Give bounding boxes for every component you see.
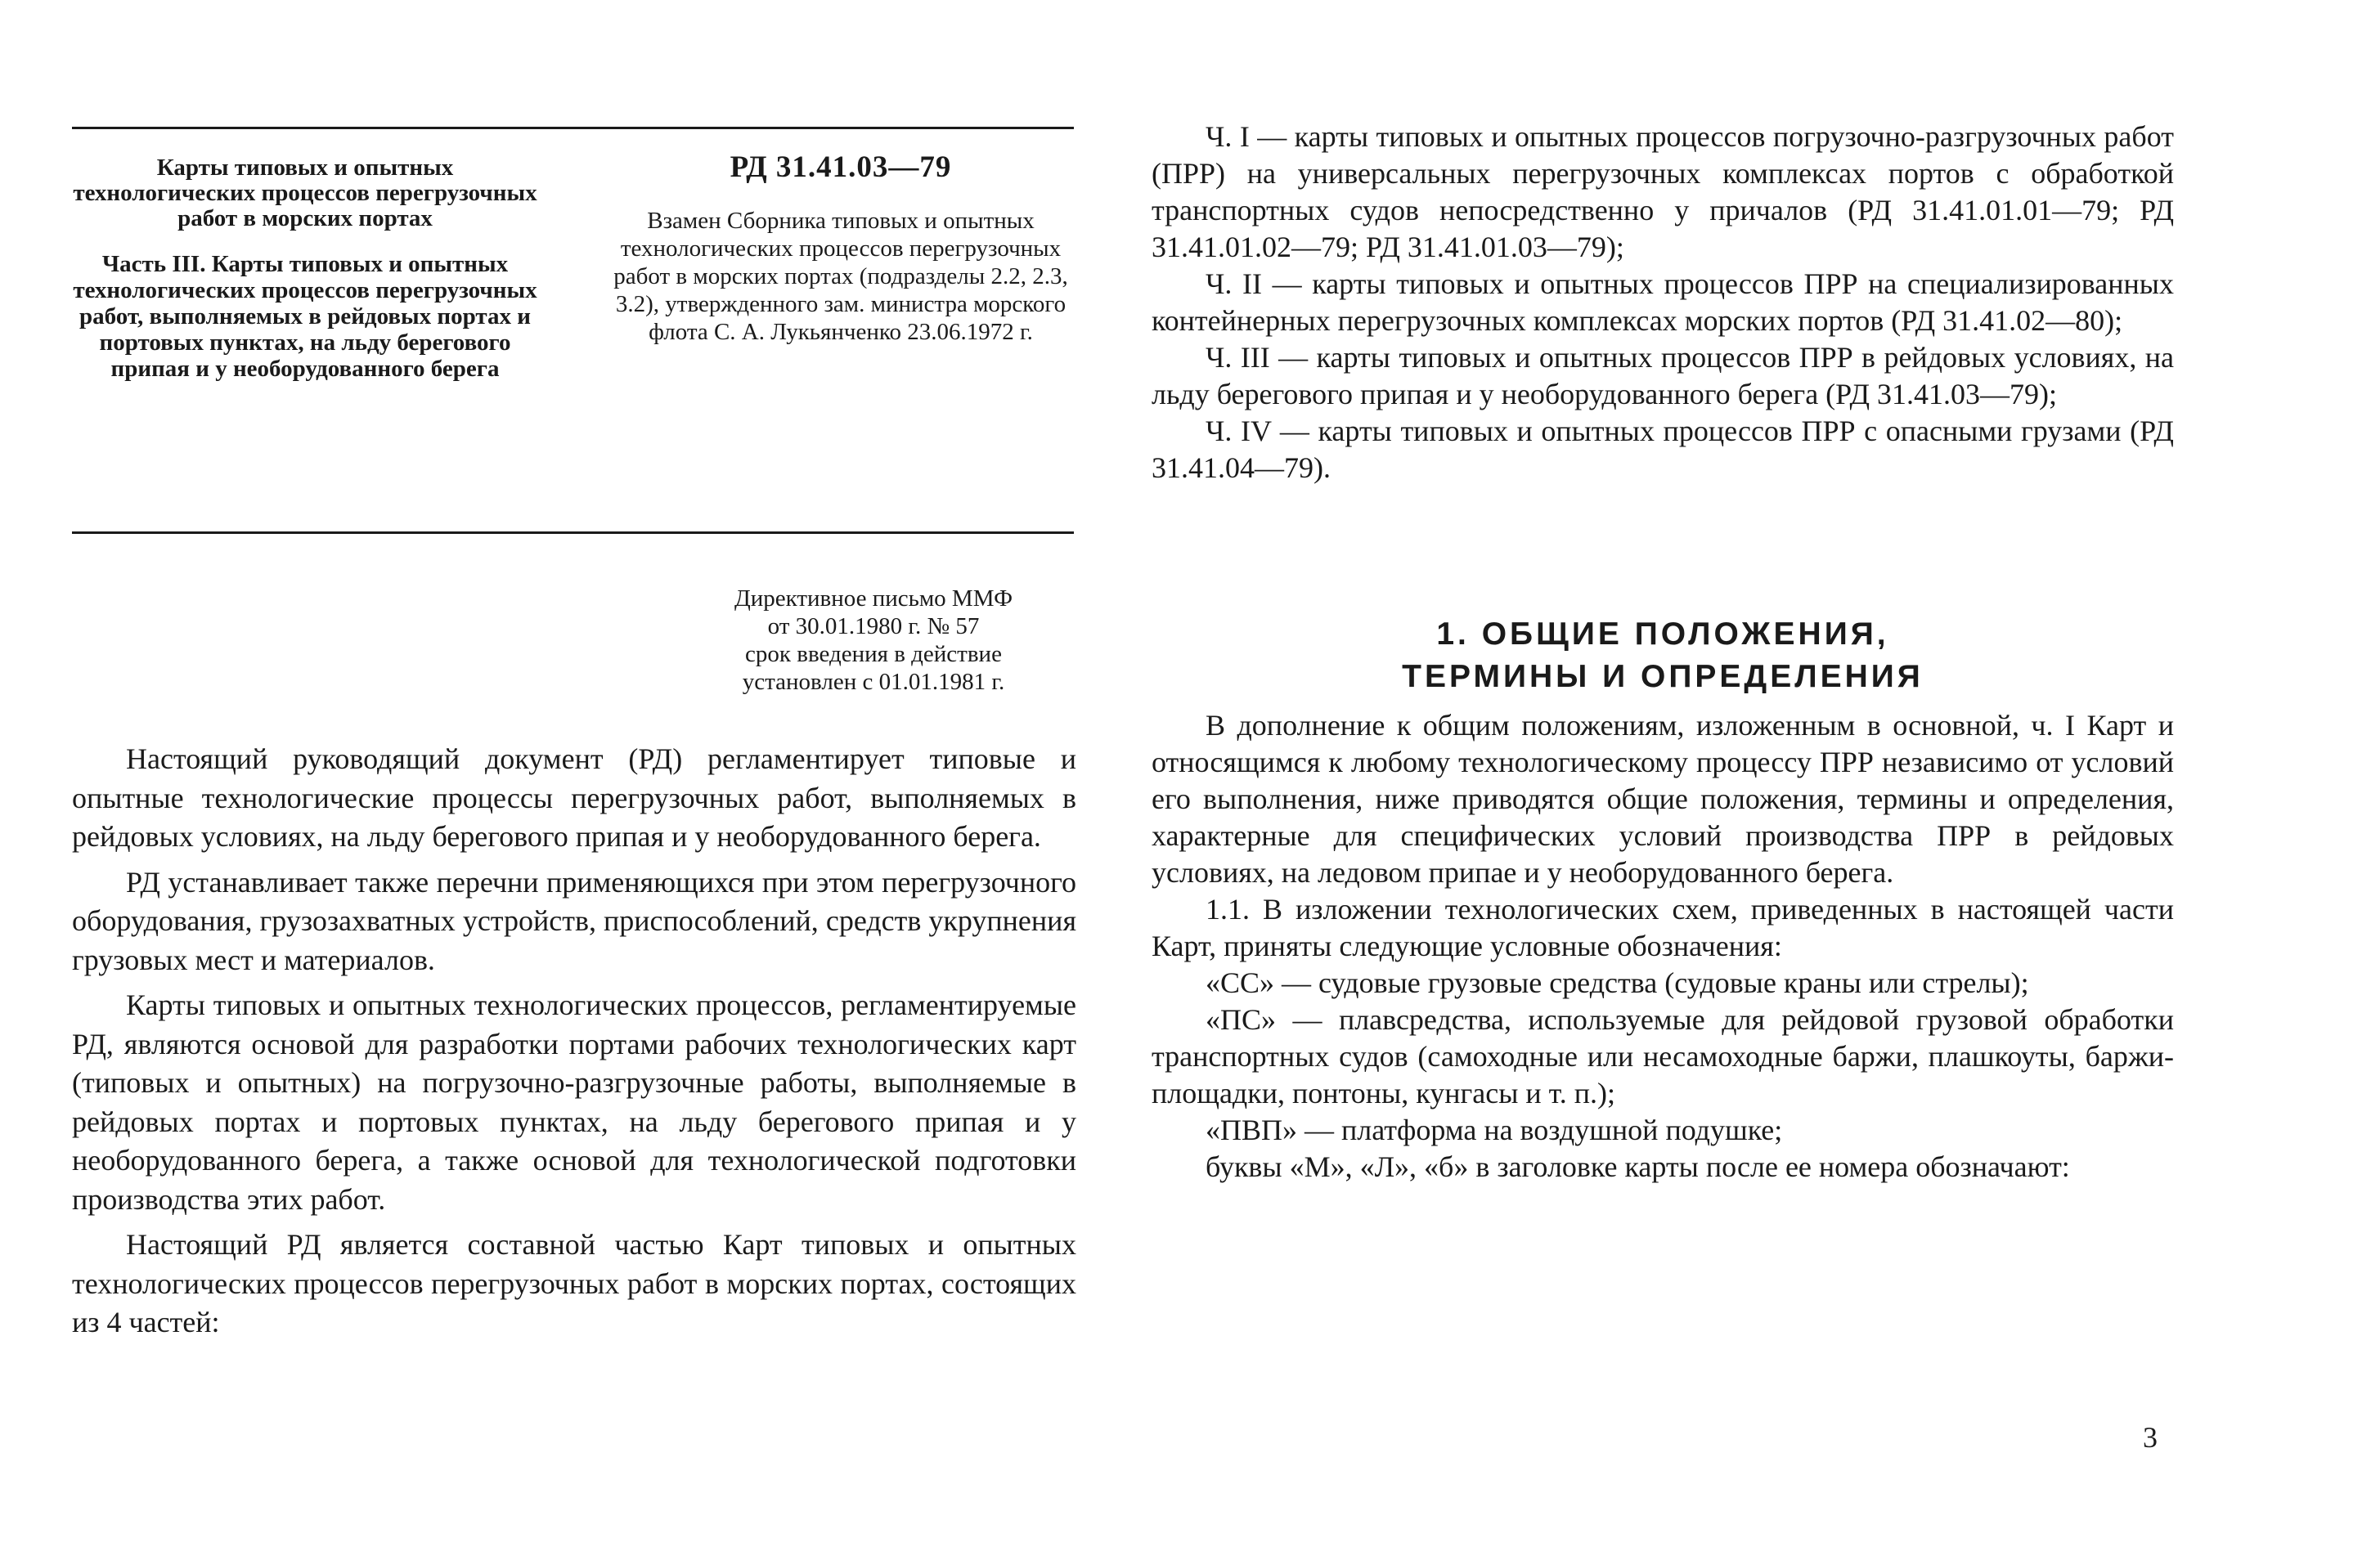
directive-line: срок введения в действие <box>745 641 1002 667</box>
list-item: Ч. II — карты типовых и опытных процессов ПРР на специализированных контейнерных перегрузочных комплексах морских портов (РД 31.41.02—80); <box>1152 267 2174 337</box>
left-column <box>72 0 1074 1551</box>
parts-list <box>1152 119 2174 486</box>
doc-title: Карты типовых и опытных технологических процессов перегрузочных работ в морских портах <box>73 155 537 231</box>
page-number: 3 <box>2143 1421 2158 1454</box>
section-heading-line: 1. ОБЩИЕ ПОЛОЖЕНИЯ, <box>1436 616 1889 652</box>
list-item: Ч. IV — карты типовых и опытных процессов ПРР с опасными грузами (РД 31.41.04—79). <box>1152 415 2174 484</box>
definition-item: «СС» — судовые грузовые средства (судовые краны или стрелы); <box>1206 966 2029 999</box>
right-column <box>1152 0 2174 1551</box>
directive-line: установлен с 01.01.1981 г. <box>742 669 1005 695</box>
definition-item: «ПВП» — платформа на воздушной подушке; <box>1206 1114 1783 1146</box>
right-body-text <box>1152 707 2174 1186</box>
paragraph: В дополнение к общим положениям, изложенным в основной, ч. I Карт и относящимся к любому технологическому процессу ПРР независимо от условий его выполнения, ниже приводятся общие положения, термины и определения, характерные для специфических условий производства ПРР в рейдовых условиях, на ледовом припае и у необорудованного берега. <box>1152 709 2174 889</box>
doc-header-block <box>604 151 1078 346</box>
directive-line: от 30.01.1980 г. № 57 <box>767 613 980 639</box>
left-body-text <box>72 740 1076 1349</box>
paragraph: РД устанавливает также перечни применяющихся при этом перегрузочного оборудования, грузозахватных устройств, приспособлений, средств укрупнения грузовых мест и материалов. <box>72 865 1076 976</box>
doc-title-block <box>72 155 538 382</box>
list-item: Ч. III — карты типовых и опытных процессов ПРР в рейдовых условиях, на льду берегового припая и у необорудованного берега (РД 31.41.03—79); <box>1152 341 2174 410</box>
paragraph: Настоящий РД является составной частью Карт типовых и опытных технологических процессов перегрузочных работ в морских портах, состоящих из 4 частей: <box>72 1228 1076 1338</box>
list-item: Ч. I — карты типовых и опытных процессов погрузочно-разгрузочных работ (ПРР) на универсальных перегрузочных комплексах портов с обработкой транспортных судов непосредственно у причалов (РД 31.41.01.01—79; РД 31.41.01.02—79; РД 31.41.01.03—79); <box>1152 120 2174 263</box>
definition-item: буквы «М», «Л», «б» в заголовке карты после ее номера обозначают: <box>1206 1150 2070 1183</box>
directive-line: Директивное письмо ММФ <box>734 585 1013 612</box>
paragraph: Настоящий руководящий документ (РД) регламентирует типовые и опытные технологические процессы перегрузочных работ, выполняемых в рейдовых условиях, на льду берегового припая и у необорудованного берега. <box>72 742 1076 853</box>
bottom-rule <box>72 531 1074 534</box>
doc-code: РД 31.41.03—79 <box>730 150 952 184</box>
paragraph: Карты типовых и опытных технологических процессов, регламентируемые РД, являются основой для разработки портами рабочих технологических карт (типовых и опытных) на погрузочно-разгрузочные работы, выполняемые в рейдовых портах и портовых пунктах, на льду берегового припая и у необорудованного берега, а также основой для технологической подготовки производства этих работ. <box>72 988 1076 1216</box>
definition-item: «ПС» — плавсредства, используемые для рейдовой грузовой обработки транспортных судов (самоходные или несамоходные баржи, плашкоуты, баржи-площадки, понтоны, кунгасы и т. п.); <box>1152 1003 2174 1109</box>
doc-replaces-note: Взамен Сборника типовых и опытных технологических процессов перегрузочных работ в морских портах (подразделы 2.2, 2.3, 3.2), утвержденного зам. министра морского флота С. А. Лукьянченко 23.06.1972 г. <box>613 208 1068 345</box>
section-heading <box>1152 613 2174 698</box>
doc-part-title: Часть III. Карты типовых и опытных технологических процессов перегрузочных работ, выполняемых в рейдовых портах и портовых пунктах, на льду берегового припая и у необорудованного берега <box>73 251 537 382</box>
top-rule <box>72 127 1074 129</box>
section-heading-line: ТЕРМИНЫ И ОПРЕДЕЛЕНИЯ <box>1402 659 1924 694</box>
directive-block <box>644 585 1102 696</box>
paragraph: 1.1. В изложении технологических схем, приведенных в настоящей части Карт, приняты следующие условные обозначения: <box>1152 893 2174 962</box>
